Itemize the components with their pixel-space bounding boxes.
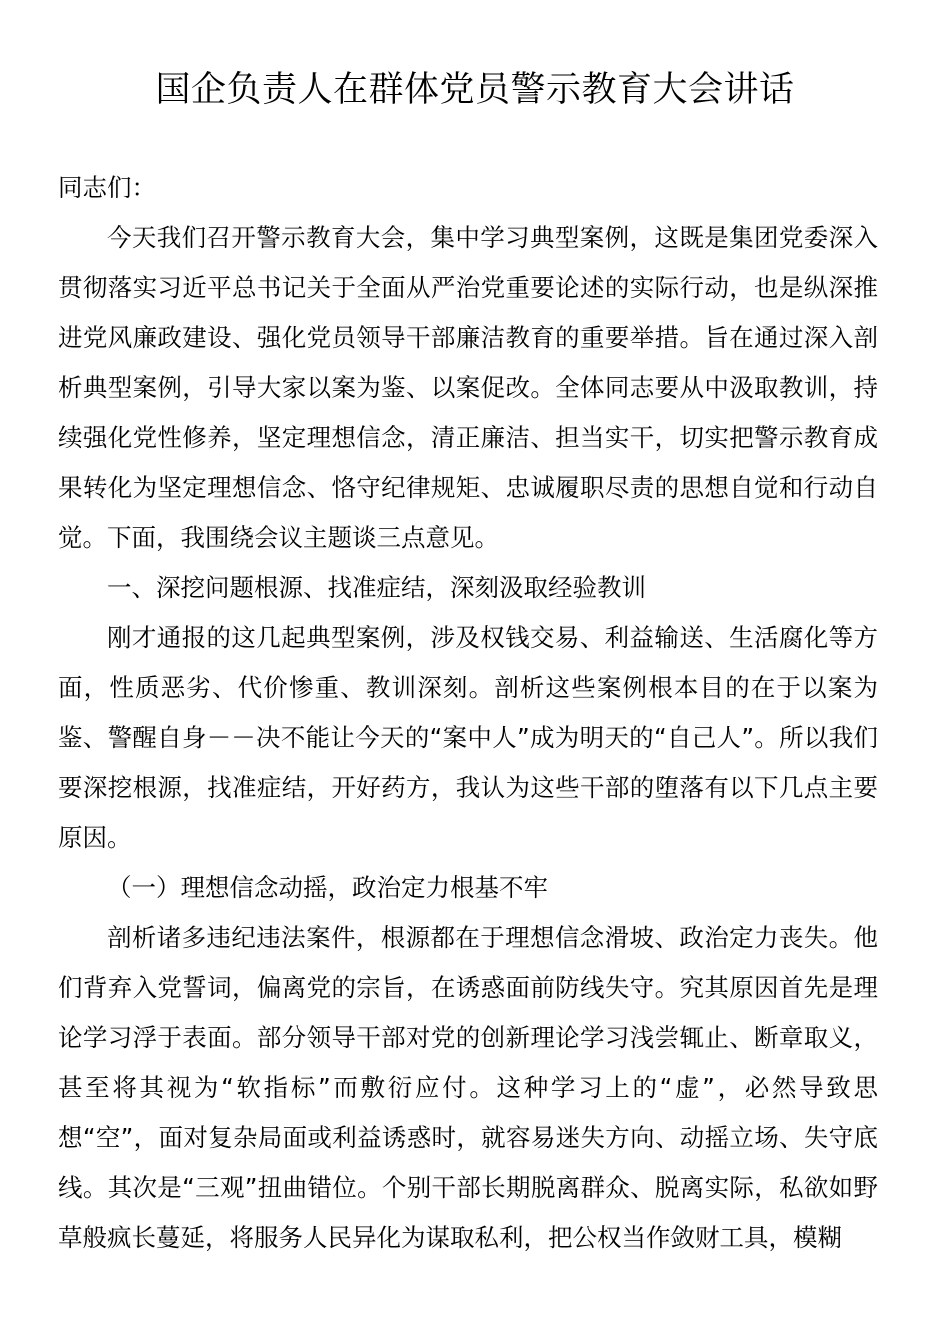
paragraph-intro: 今天我们召开警示教育大会，集中学习典型案例，这既是集团党委深入贯彻落实习近平总书记关于全面从严治党重要论述的实际行动，也是纵深推进党风廉政建设、强化党员领导干部廉洁教育的重要举措。旨在通过深入剖析典型案例，引导大家以案为鉴、以案促改。全体同志要从中汲取教训，持续强化党性修养，坚定理想信念，清正廉洁、担当实干，切实把警示教育成果转化为坚定理想信念、恪守纪律规矩、忠诚履职尽责的思想自觉和行动自觉。下面，我围绕会议主题谈三点意见。 xyxy=(58,223,878,552)
document-body xyxy=(58,163,878,1263)
salutation: 同志们： xyxy=(58,173,156,202)
subsection-heading-1: （一）理想信念动摇，政治定力根基不牢 xyxy=(107,873,548,902)
paragraph-cases: 刚才通报的这几起典型案例，涉及权钱交易、利益输送、生活腐化等方面，性质恶劣、代价惨重、教训深刻。剖析这些案例根本目的在于以案为鉴、警醒自身－－决不能让今天的“案中人”成为明天的“自己人”。所以我们要深挖根源，找准症结，开好药方，我认为这些干部的堕落有以下几点主要原因。 xyxy=(58,623,878,852)
document-title: 国企负责人在群体党员警示教育大会讲话 xyxy=(155,70,795,110)
paragraph-analysis: 剖析诸多违纪违法案件，根源都在于理想信念滑坡、政治定力丧失。他们背弃入党誓词，偏离党的宗旨，在诱惑面前防线失守。究其原因首先是理论学习浮于表面。部分领导干部对党的创新理论学习浅尝辄止、断章取义，甚至将其视为“软指标”而敷衍应付。这种学习上的“虚”，必然导致思想“空”，面对复杂局面或利益诱惑时，就容易迷失方向、动摇立场、失守底线。其次是“三观”扭曲错位。个别干部长期脱离群众、脱离实际，私欲如野草般疯长蔓延，将服务人民异化为谋取私利，把公权当作敛财工具，模糊 xyxy=(58,923,878,1252)
section-heading-1: 一、深挖问题根源、找准症结，深刻汲取经验教训 xyxy=(107,573,646,602)
